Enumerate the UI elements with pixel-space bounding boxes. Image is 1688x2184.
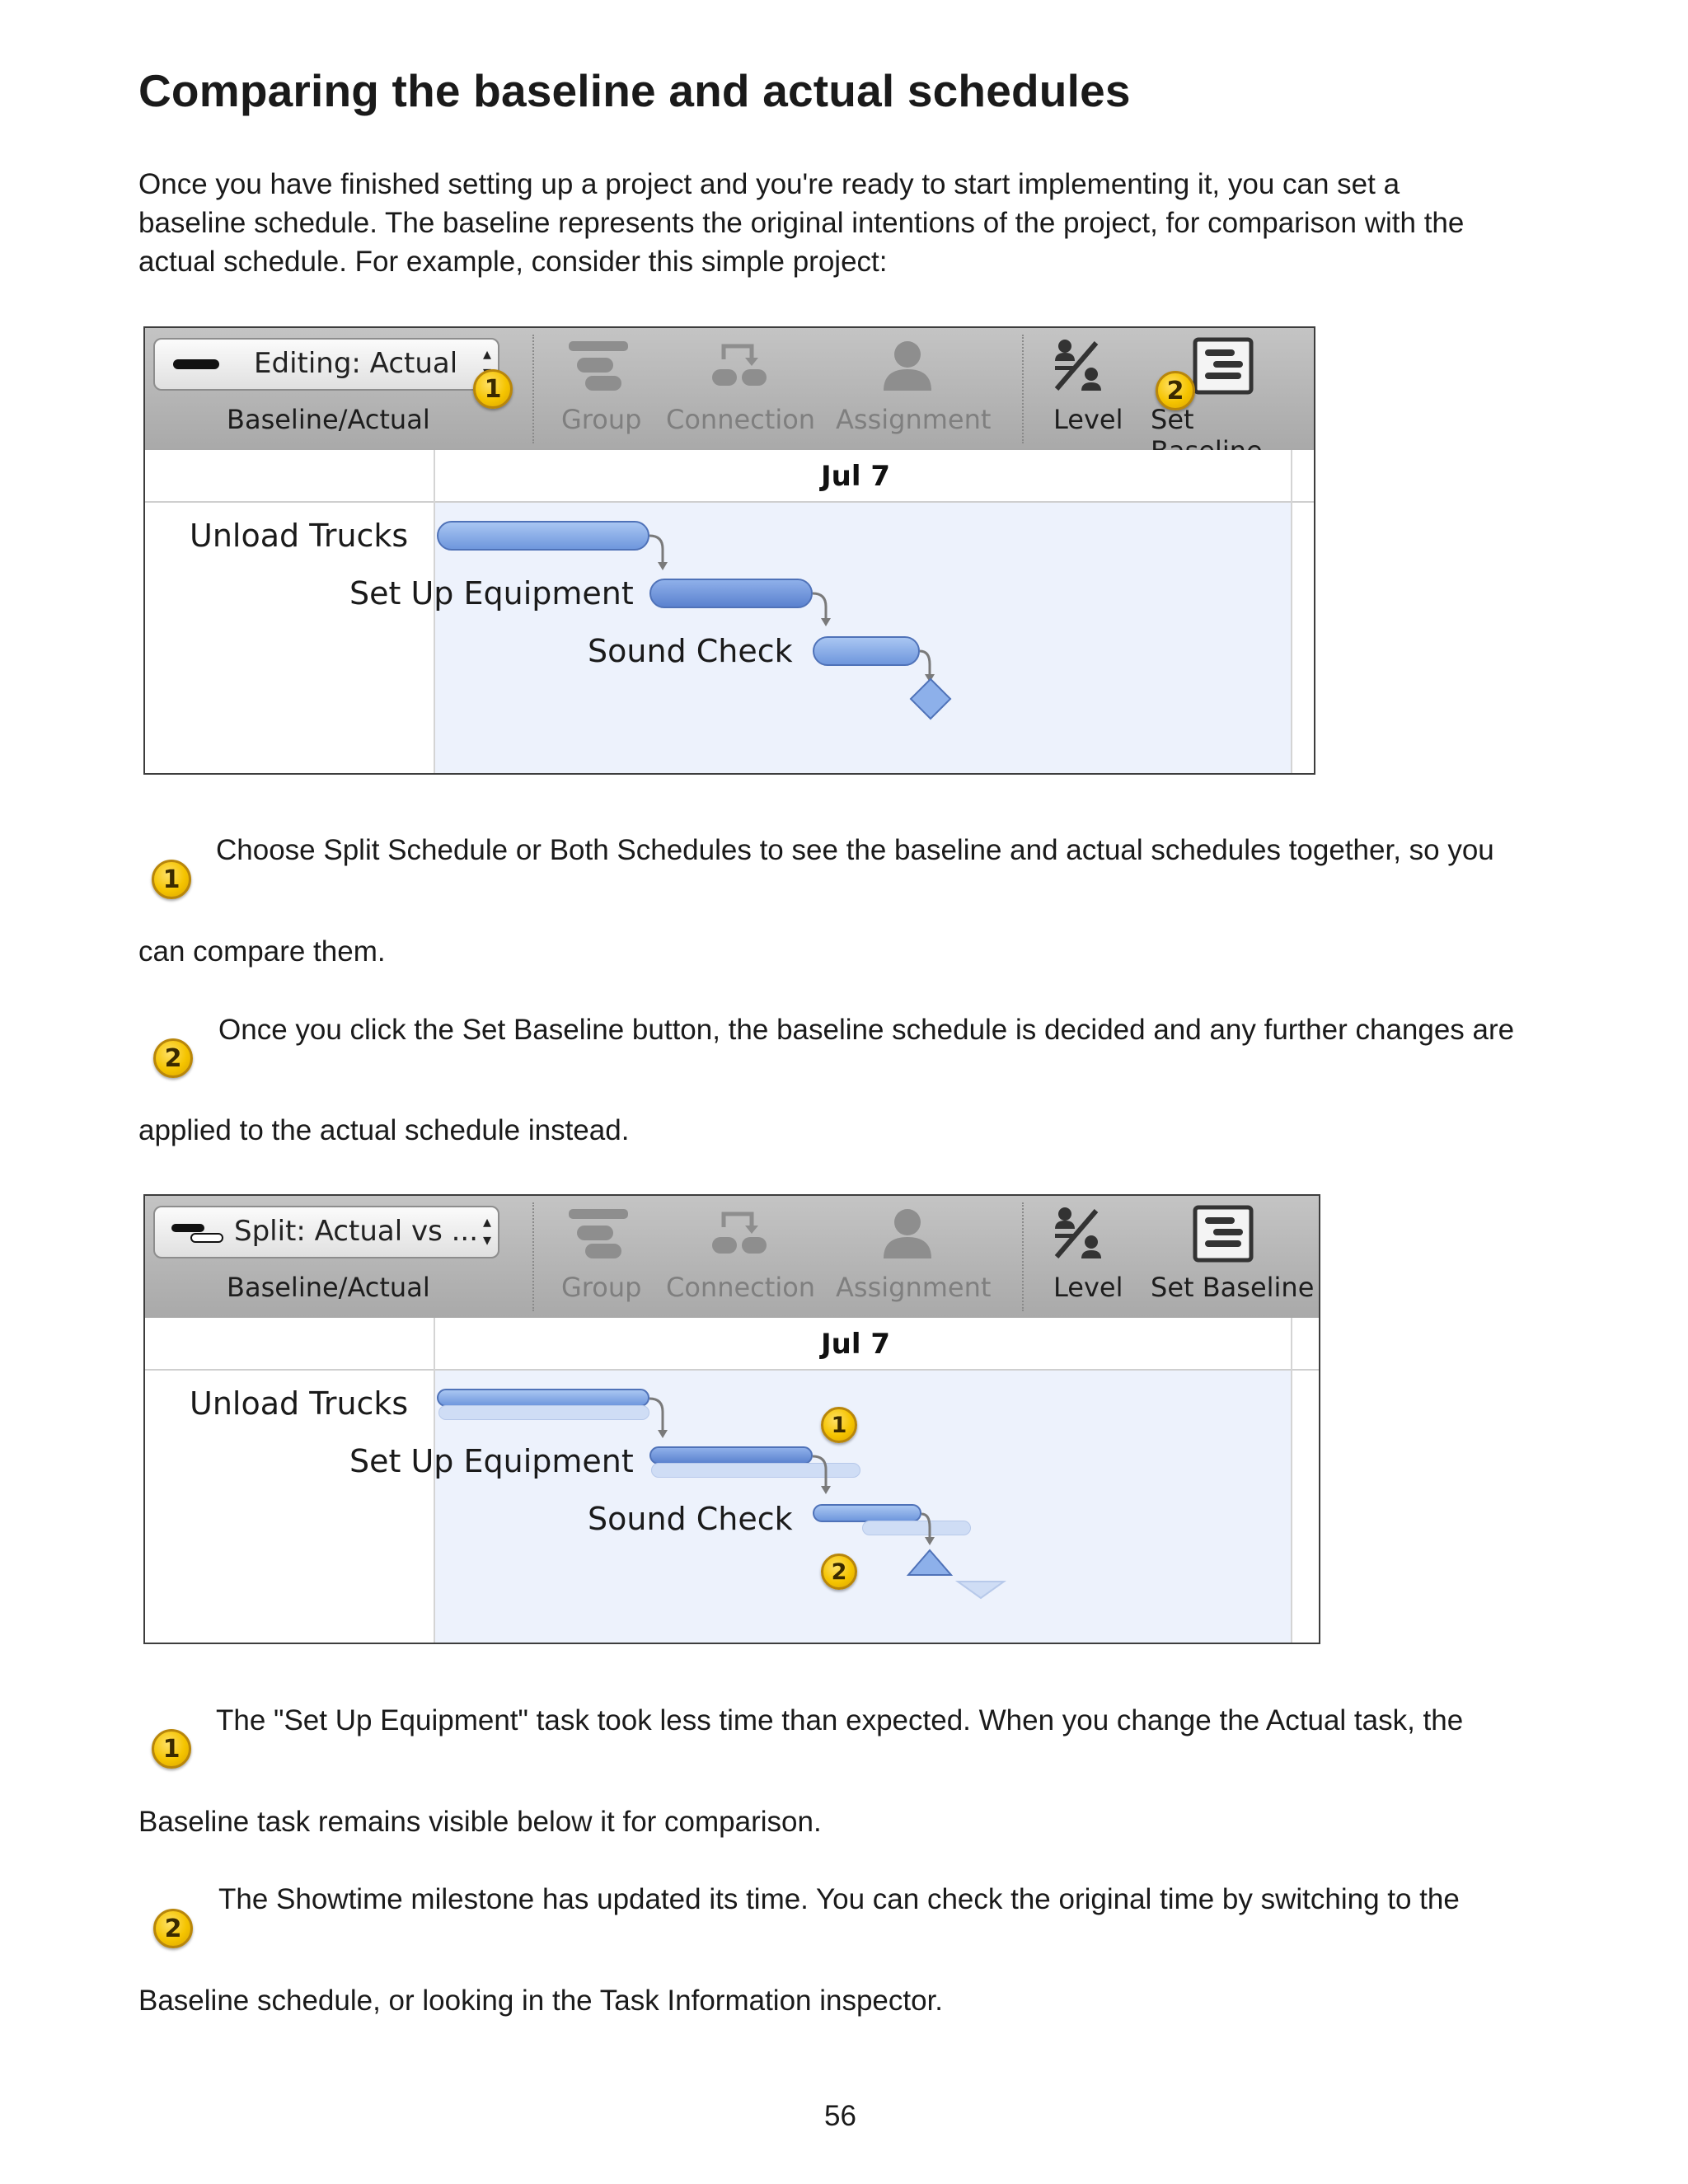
baseline-actual-popup[interactable] — [153, 338, 499, 391]
task-label[interactable]: Set Up Equipment — [349, 575, 634, 612]
page-number: 56 — [824, 2100, 856, 2132]
task-label[interactable]: Unload Trucks — [190, 1385, 409, 1422]
group-icon — [565, 338, 631, 394]
toolbar-set-baseline-button[interactable]: Set — [1151, 404, 1194, 435]
stepper-arrows-icon: ▴ ▾ — [482, 1212, 491, 1249]
note-badge-1: 1 — [152, 860, 191, 899]
note-text: Baseline task remains visible below it for comparison. — [138, 1806, 822, 1838]
note-text: Choose Split Schedule or Both Schedules to see the baseline and actual schedules together, so you — [216, 834, 1494, 866]
toolbar-assignment-button[interactable]: Assignment — [836, 1272, 992, 1303]
toolbar-level-button[interactable]: Level — [1053, 404, 1123, 435]
intro-line: actual schedule. For example, consider this simple project: — [138, 246, 888, 278]
note-text: Once you click the Set Baseline button, the baseline schedule is decided and any further changes are — [218, 1014, 1515, 1046]
set-baseline-icon — [1192, 336, 1254, 396]
intro-line: Once you have finished setting up a project and you're ready to start implementing it, you can set a — [138, 168, 1400, 200]
note-text: applied to the actual schedule instead. — [138, 1114, 630, 1146]
gantt-chart — [145, 1318, 1319, 1643]
intro-line: baseline schedule. The baseline represents the original intentions of the project, for comparison with the — [138, 207, 1465, 239]
toolbar-level-button[interactable]: Level — [1053, 1272, 1123, 1303]
note-text: Baseline schedule, or looking in the Task Information inspector. — [138, 1985, 944, 2017]
set-baseline-icon — [1192, 1204, 1254, 1263]
level-icon — [1050, 1204, 1108, 1263]
toolbar-assignment-button[interactable]: Assignment — [836, 404, 992, 435]
note-text: can compare them. — [138, 935, 386, 968]
connection-icon — [706, 1206, 780, 1262]
page-heading: Comparing the baseline and actual schedules — [138, 65, 1131, 116]
toolbar-group-button[interactable]: Group — [561, 404, 642, 435]
timeline-date: Jul 7 — [821, 1328, 891, 1361]
toolbar-separator — [1022, 335, 1024, 443]
dependency-connectors — [145, 450, 1315, 775]
dependency-connectors — [145, 1318, 1315, 1644]
task-label[interactable]: Sound Check — [588, 633, 793, 669]
toolbar — [145, 1196, 1319, 1319]
task-label[interactable]: Unload Trucks — [190, 518, 409, 554]
baseline-actual-popup[interactable] — [153, 1206, 499, 1258]
intro-paragraph — [138, 165, 1464, 281]
callout-badge-2: 2 — [821, 1554, 857, 1590]
level-icon — [1050, 336, 1108, 396]
popup-label: Split: Actual vs ... — [234, 1215, 479, 1248]
note-badge-1: 1 — [152, 1729, 191, 1769]
group-icon — [565, 1206, 631, 1262]
toolbar — [145, 328, 1314, 452]
toolbar-separator — [532, 335, 534, 443]
callout-badge-2: 2 — [1156, 371, 1195, 410]
actual-line-icon — [173, 359, 219, 369]
connection-icon — [706, 338, 780, 394]
callout-badge-1: 1 — [473, 369, 513, 409]
note-badge-2: 2 — [153, 1038, 193, 1078]
toolbar-set-baseline-button[interactable]: Set Baseline — [1151, 1272, 1315, 1303]
gantt-chart — [145, 450, 1314, 773]
timeline-date: Jul 7 — [821, 460, 891, 493]
note-text: The Showtime milestone has updated its time. You can check the original time by switching to the — [218, 1883, 1460, 1915]
assignment-icon — [879, 336, 936, 394]
screenshot-split-schedule — [143, 1194, 1320, 1644]
screenshot-editing-actual — [143, 326, 1315, 775]
split-schedule-icon — [170, 1222, 224, 1244]
popup-caption: Baseline/Actual — [227, 404, 430, 435]
toolbar-separator — [1022, 1202, 1024, 1311]
stepper-arrows-icon: ▴ — [482, 344, 491, 363]
assignment-icon — [879, 1204, 936, 1262]
callout-badge-1: 1 — [821, 1407, 857, 1443]
note-badge-2: 2 — [153, 1909, 193, 1948]
toolbar-group-button[interactable]: Group — [561, 1272, 642, 1303]
popup-label: Editing: Actual — [254, 347, 458, 380]
popup-caption: Baseline/Actual — [227, 1272, 430, 1303]
actual-milestone — [908, 1550, 951, 1575]
toolbar-connection-button[interactable]: Connection — [666, 1272, 816, 1303]
toolbar-connection-button[interactable]: Connection — [666, 404, 816, 435]
task-label[interactable]: Set Up Equipment — [349, 1443, 634, 1479]
note-text: The "Set Up Equipment" task took less time than expected. When you change the Actual task, the — [216, 1704, 1464, 1736]
task-label[interactable]: Sound Check — [588, 1501, 793, 1537]
toolbar-separator — [532, 1202, 534, 1311]
baseline-milestone — [958, 1582, 1004, 1598]
showtime-milestone — [911, 679, 950, 719]
